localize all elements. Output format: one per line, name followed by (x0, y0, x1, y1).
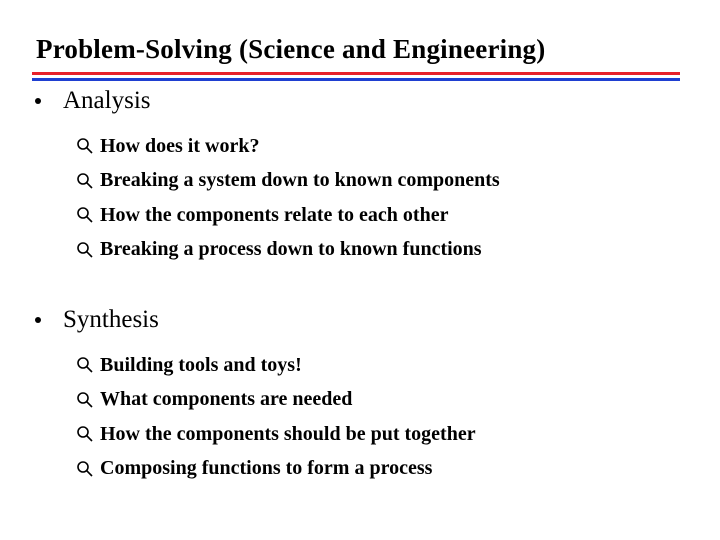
q-bullet-icon (74, 136, 96, 156)
bullet-dot-icon (35, 317, 41, 323)
title-rule-red (32, 72, 680, 75)
list-item (74, 164, 500, 199)
list-item-text: How the components should be put together (100, 422, 476, 445)
list-item (74, 129, 500, 164)
q-bullet-icon (74, 390, 96, 410)
list-item (74, 198, 500, 233)
list-item (74, 348, 476, 383)
section-heading: Synthesis (63, 306, 159, 333)
section-analysis (30, 86, 500, 267)
list-item (74, 452, 476, 487)
list-item-text: What components are needed (100, 388, 353, 411)
section-synthesis (30, 305, 476, 486)
list-item-text: How the components relate to each other (100, 203, 449, 226)
list-item-text: Breaking a process down to known functions (100, 238, 482, 261)
q-bullet-icon (74, 424, 96, 444)
list-item-text: Building tools and toys! (100, 353, 302, 376)
sub-list (74, 348, 476, 486)
bullet-dot-icon (35, 98, 41, 104)
bullet-row (30, 305, 476, 335)
q-bullet-icon (74, 459, 96, 479)
list-item-text: How does it work? (100, 134, 260, 157)
list-item (74, 233, 500, 268)
q-bullet-icon (74, 205, 96, 225)
q-bullet-icon (74, 171, 96, 191)
sub-list (74, 129, 500, 267)
list-item-text: Breaking a system down to known components (100, 169, 500, 192)
list-item (74, 417, 476, 452)
title-rule-blue (32, 78, 680, 81)
list-item (74, 383, 476, 418)
q-bullet-icon (74, 355, 96, 375)
slide-title: Problem-Solving (Science and Engineering) (36, 34, 546, 64)
section-heading: Analysis (63, 87, 151, 114)
q-bullet-icon (74, 240, 96, 260)
bullet-row (30, 86, 500, 116)
list-item-text: Composing functions to form a process (100, 457, 433, 480)
